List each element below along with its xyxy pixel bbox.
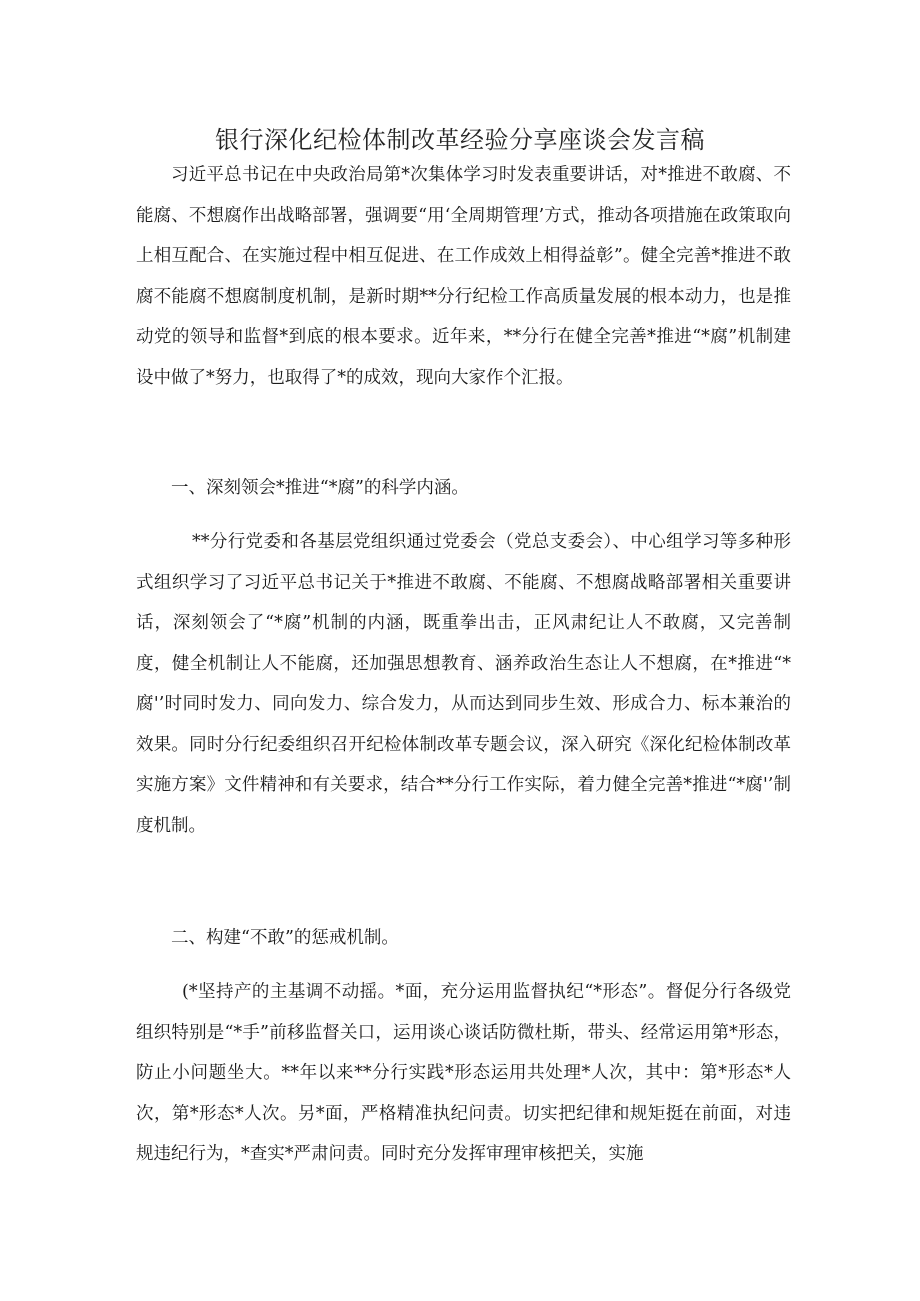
paragraph-section-2: (*坚持产的主基调不动摇。*面，充分运用监督执纪“*形态”。督促分行各级党组织特别是“*手”前移监督关口，运用谈心谈话防微杜斯，带头、经常运用第*形态，防止小问题坐大。**年以来**分行实践*形态运用共处理*人次，其中：第*形态*人次，第*形态*人次。另*面，严格精准执纪问责。切实把纪律和规矩挺在前面，对违规违纪行为，*查实*严肃问责。同时充分发挥审理审核把关，实施 [136, 982, 791, 1164]
paragraph-intro: 习近平总书记在中央政治局第*次集体学习时发表重要讲话，对*推进不敢腐、不能腐、不想腐作出战略部署，强调要“用‘全周期管理’方式，推动各项措施在政策取向上相互配合、在实施过程中相互促进、在工作成效上相得益彰”。健全完善*推进不敢腐不能腐不想腐制度机制，是新时期**分行纪检工作高质量发展的根本动力，也是推动党的领导和监督*到底的根本要求。近年来，**分行在健全完善*推进“*腐”机制建设中做了*努力，也取得了*的成效，现向大家作个汇报。 [136, 165, 791, 388]
section-heading-2: 二、构建“不敢”的惩戒机制。 [171, 928, 399, 948]
document-title: 银行深化纪检体制改革经验分享座谈会发言稿 [215, 126, 705, 154]
section-heading-1: 一、深刻领会*推进“*腐”的科学内涵。 [171, 478, 469, 498]
paragraph-section-1: **分行党委和各基层党组织通过党委会（党总支委会）、中心组学习等多种形式组织学习了习近平总书记关于*推进不敢腐、不能腐、不想腐战略部署相关重要讲话，深刻领会了“*腐”机制的内涵，既重拳出击，正风肃纪让人不敢腐，又完善制度，健全机制让人不能腐，还加强思想教育、涵养政治生态让人不想腐，在*推进“*腐'’时同时发力、同向发力、综合发力，从而达到同步生效、形成合力、标本兼治的效果。同时分行纪委组织召开纪检体制改革专题会议，深入研究《深化纪检体制改革实施方案》文件精神和有关要求，结合**分行工作实际，着力健全完善*推进“*腐'’制度机制。 [136, 532, 791, 836]
